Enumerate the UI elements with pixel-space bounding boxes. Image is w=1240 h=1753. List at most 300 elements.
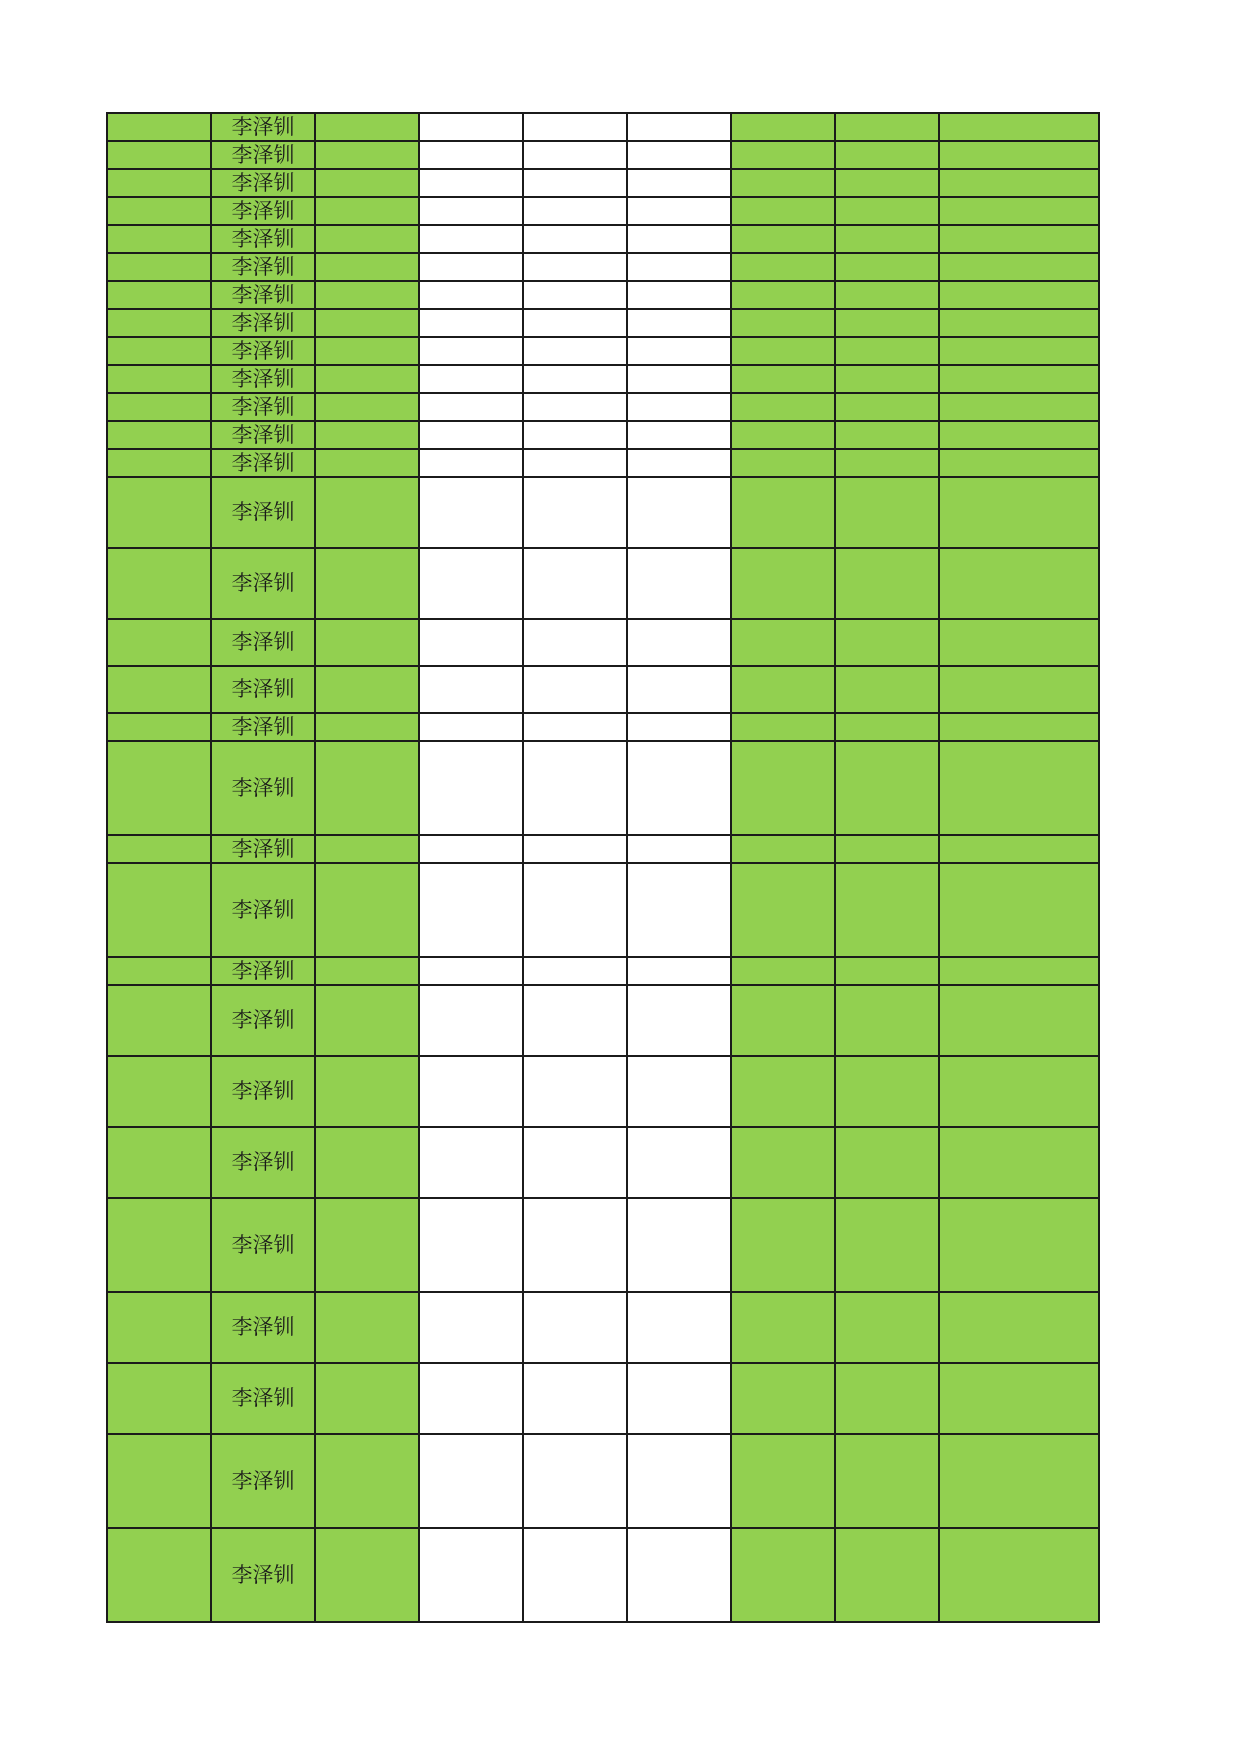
green-cell[interactable] [731, 141, 835, 169]
green-cell[interactable] [315, 113, 419, 141]
green-cell[interactable] [731, 835, 835, 863]
blank-cell[interactable] [523, 225, 627, 253]
blank-cell[interactable] [627, 365, 731, 393]
green-cell[interactable] [107, 365, 211, 393]
green-cell[interactable] [939, 281, 1099, 309]
green-cell[interactable] [731, 225, 835, 253]
name-cell[interactable]: 李泽钏 [211, 741, 315, 835]
blank-cell[interactable] [627, 619, 731, 666]
green-cell[interactable] [939, 985, 1099, 1056]
table-row [107, 1528, 1099, 1622]
name-cell[interactable]: 李泽钏 [211, 141, 315, 169]
green-cell[interactable] [731, 281, 835, 309]
blank-cell[interactable] [627, 863, 731, 957]
table-row [107, 1198, 1099, 1292]
green-cell[interactable] [315, 141, 419, 169]
green-cell[interactable] [107, 1363, 211, 1434]
blank-cell[interactable] [523, 985, 627, 1056]
name-cell[interactable]: 李泽钏 [211, 1434, 315, 1528]
table-row [107, 835, 1099, 863]
green-cell[interactable] [731, 957, 835, 985]
blank-cell[interactable] [419, 619, 523, 666]
blank-cell[interactable] [523, 141, 627, 169]
green-cell[interactable] [835, 225, 939, 253]
green-cell[interactable] [939, 957, 1099, 985]
blank-cell[interactable] [419, 713, 523, 741]
green-cell[interactable] [835, 141, 939, 169]
table-body [107, 113, 1099, 1622]
blank-cell[interactable] [419, 985, 523, 1056]
blank-cell[interactable] [627, 337, 731, 365]
green-cell[interactable] [731, 169, 835, 197]
green-cell[interactable] [731, 1292, 835, 1363]
green-cell[interactable] [939, 1056, 1099, 1127]
table-row [107, 309, 1099, 337]
blank-cell[interactable] [523, 863, 627, 957]
green-cell[interactable] [315, 863, 419, 957]
blank-cell[interactable] [419, 1363, 523, 1434]
blank-cell[interactable] [627, 225, 731, 253]
blank-cell[interactable] [627, 548, 731, 619]
green-cell[interactable] [939, 713, 1099, 741]
blank-cell[interactable] [627, 1127, 731, 1198]
blank-cell[interactable] [419, 421, 523, 449]
blank-cell[interactable] [523, 253, 627, 281]
spreadsheet-page [106, 112, 1100, 1623]
green-cell[interactable] [315, 548, 419, 619]
green-cell[interactable] [939, 1127, 1099, 1198]
blank-cell[interactable] [419, 1528, 523, 1622]
blank-cell[interactable] [523, 741, 627, 835]
blank-cell[interactable] [523, 1198, 627, 1292]
blank-cell[interactable] [523, 1292, 627, 1363]
green-cell[interactable] [107, 1434, 211, 1528]
green-cell[interactable] [939, 169, 1099, 197]
blank-cell[interactable] [627, 1363, 731, 1434]
table-row [107, 393, 1099, 421]
blank-cell[interactable] [627, 113, 731, 141]
table-row [107, 1434, 1099, 1528]
name-cell[interactable]: 李泽钏 [211, 225, 315, 253]
green-cell[interactable] [731, 1363, 835, 1434]
table-row [107, 421, 1099, 449]
green-cell[interactable] [835, 957, 939, 985]
green-cell[interactable] [835, 1434, 939, 1528]
green-cell[interactable] [939, 835, 1099, 863]
blank-cell[interactable] [419, 548, 523, 619]
name-cell[interactable]: 李泽钏 [211, 477, 315, 548]
name-cell[interactable]: 李泽钏 [211, 421, 315, 449]
blank-cell[interactable] [419, 169, 523, 197]
green-cell[interactable] [731, 337, 835, 365]
blank-cell[interactable] [627, 1198, 731, 1292]
name-cell[interactable]: 李泽钏 [211, 1292, 315, 1363]
green-cell[interactable] [835, 113, 939, 141]
green-cell[interactable] [939, 393, 1099, 421]
blank-cell[interactable] [627, 957, 731, 985]
green-cell[interactable] [315, 1528, 419, 1622]
green-cell[interactable] [315, 449, 419, 477]
table-row [107, 666, 1099, 713]
green-cell[interactable] [107, 619, 211, 666]
blank-cell[interactable] [627, 1528, 731, 1622]
green-cell[interactable] [107, 666, 211, 713]
blank-cell[interactable] [419, 1292, 523, 1363]
green-cell[interactable] [835, 666, 939, 713]
blank-cell[interactable] [627, 281, 731, 309]
green-cell[interactable] [315, 1434, 419, 1528]
green-cell[interactable] [731, 619, 835, 666]
name-cell[interactable]: 李泽钏 [211, 393, 315, 421]
green-cell[interactable] [107, 225, 211, 253]
green-cell[interactable] [835, 1528, 939, 1622]
green-cell[interactable] [107, 449, 211, 477]
green-cell[interactable] [107, 169, 211, 197]
green-cell[interactable] [835, 1056, 939, 1127]
green-cell[interactable] [835, 1198, 939, 1292]
blank-cell[interactable] [523, 1434, 627, 1528]
green-cell[interactable] [835, 548, 939, 619]
green-cell[interactable] [835, 1363, 939, 1434]
green-cell[interactable] [315, 666, 419, 713]
green-cell[interactable] [835, 619, 939, 666]
green-cell[interactable] [939, 741, 1099, 835]
name-cell[interactable]: 李泽钏 [211, 1198, 315, 1292]
name-cell[interactable]: 李泽钏 [211, 337, 315, 365]
green-cell[interactable] [107, 309, 211, 337]
table-row [107, 1056, 1099, 1127]
green-cell[interactable] [107, 548, 211, 619]
green-cell[interactable] [939, 548, 1099, 619]
green-cell[interactable] [107, 713, 211, 741]
name-cell[interactable]: 李泽钏 [211, 197, 315, 225]
blank-cell[interactable] [627, 197, 731, 225]
green-cell[interactable] [731, 985, 835, 1056]
green-cell[interactable] [835, 253, 939, 281]
green-cell[interactable] [835, 197, 939, 225]
green-cell[interactable] [939, 421, 1099, 449]
green-cell[interactable] [107, 197, 211, 225]
name-cell[interactable]: 李泽钏 [211, 957, 315, 985]
blank-cell[interactable] [419, 337, 523, 365]
green-cell[interactable] [315, 741, 419, 835]
blank-cell[interactable] [627, 1434, 731, 1528]
table-row [107, 548, 1099, 619]
blank-cell[interactable] [523, 449, 627, 477]
green-cell[interactable] [315, 1363, 419, 1434]
blank-cell[interactable] [419, 1434, 523, 1528]
green-cell[interactable] [939, 225, 1099, 253]
blank-cell[interactable] [627, 309, 731, 337]
blank-cell[interactable] [419, 309, 523, 337]
blank-cell[interactable] [523, 1056, 627, 1127]
green-cell[interactable] [731, 1127, 835, 1198]
blank-cell[interactable] [627, 421, 731, 449]
name-cell[interactable]: 李泽钏 [211, 619, 315, 666]
table-row [107, 985, 1099, 1056]
green-cell[interactable] [315, 421, 419, 449]
green-cell[interactable] [835, 835, 939, 863]
blank-cell[interactable] [627, 449, 731, 477]
name-cell[interactable]: 李泽钏 [211, 309, 315, 337]
green-cell[interactable] [315, 1056, 419, 1127]
green-cell[interactable] [939, 113, 1099, 141]
name-cell[interactable]: 李泽钏 [211, 666, 315, 713]
green-cell[interactable] [939, 1292, 1099, 1363]
table-row [107, 141, 1099, 169]
green-cell[interactable] [315, 365, 419, 393]
green-cell[interactable] [315, 197, 419, 225]
green-cell[interactable] [731, 1528, 835, 1622]
green-cell[interactable] [315, 1127, 419, 1198]
green-cell[interactable] [835, 1292, 939, 1363]
blank-cell[interactable] [523, 957, 627, 985]
green-cell[interactable] [835, 337, 939, 365]
green-cell[interactable] [939, 449, 1099, 477]
table-row [107, 741, 1099, 835]
green-cell[interactable] [315, 1198, 419, 1292]
blank-cell[interactable] [627, 1056, 731, 1127]
blank-cell[interactable] [419, 666, 523, 713]
green-cell[interactable] [315, 281, 419, 309]
blank-cell[interactable] [627, 741, 731, 835]
green-cell[interactable] [731, 197, 835, 225]
blank-cell[interactable] [523, 421, 627, 449]
blank-cell[interactable] [627, 835, 731, 863]
blank-cell[interactable] [627, 169, 731, 197]
green-cell[interactable] [107, 741, 211, 835]
blank-cell[interactable] [419, 365, 523, 393]
blank-cell[interactable] [627, 713, 731, 741]
green-cell[interactable] [315, 835, 419, 863]
name-cell[interactable]: 李泽钏 [211, 365, 315, 393]
blank-cell[interactable] [523, 835, 627, 863]
green-cell[interactable] [731, 1056, 835, 1127]
green-cell[interactable] [835, 863, 939, 957]
blank-cell[interactable] [419, 225, 523, 253]
name-cell[interactable]: 李泽钏 [211, 449, 315, 477]
green-cell[interactable] [107, 835, 211, 863]
green-cell[interactable] [731, 741, 835, 835]
green-cell[interactable] [731, 548, 835, 619]
green-cell[interactable] [835, 449, 939, 477]
blank-cell[interactable] [523, 548, 627, 619]
green-cell[interactable] [315, 957, 419, 985]
blank-cell[interactable] [523, 713, 627, 741]
green-cell[interactable] [835, 365, 939, 393]
green-cell[interactable] [939, 365, 1099, 393]
blank-cell[interactable] [419, 835, 523, 863]
green-cell[interactable] [835, 477, 939, 548]
green-cell[interactable] [835, 985, 939, 1056]
table-row [107, 197, 1099, 225]
table-row [107, 281, 1099, 309]
green-cell[interactable] [315, 309, 419, 337]
table-row [107, 619, 1099, 666]
green-cell[interactable] [835, 741, 939, 835]
green-cell[interactable] [315, 619, 419, 666]
green-cell[interactable] [107, 1528, 211, 1622]
green-cell[interactable] [107, 477, 211, 548]
green-cell[interactable] [107, 113, 211, 141]
green-cell[interactable] [731, 421, 835, 449]
blank-cell[interactable] [627, 666, 731, 713]
green-cell[interactable] [315, 1292, 419, 1363]
green-cell[interactable] [835, 713, 939, 741]
green-cell[interactable] [835, 309, 939, 337]
blank-cell[interactable] [419, 957, 523, 985]
blank-cell[interactable] [419, 1198, 523, 1292]
blank-cell[interactable] [523, 113, 627, 141]
blank-cell[interactable] [419, 393, 523, 421]
blank-cell[interactable] [419, 141, 523, 169]
green-cell[interactable] [107, 1127, 211, 1198]
table-row [107, 1292, 1099, 1363]
blank-cell[interactable] [627, 985, 731, 1056]
blank-cell[interactable] [419, 253, 523, 281]
green-cell[interactable] [731, 863, 835, 957]
green-cell[interactable] [939, 1434, 1099, 1528]
green-cell[interactable] [315, 253, 419, 281]
green-cell[interactable] [315, 477, 419, 548]
table-row [107, 365, 1099, 393]
blank-cell[interactable] [523, 393, 627, 421]
green-cell[interactable] [939, 253, 1099, 281]
name-cell[interactable]: 李泽钏 [211, 863, 315, 957]
blank-cell[interactable] [523, 1127, 627, 1198]
green-cell[interactable] [835, 393, 939, 421]
green-cell[interactable] [939, 863, 1099, 957]
green-cell[interactable] [107, 1292, 211, 1363]
green-cell[interactable] [107, 253, 211, 281]
blank-cell[interactable] [419, 1056, 523, 1127]
green-cell[interactable] [939, 1363, 1099, 1434]
blank-cell[interactable] [523, 1363, 627, 1434]
table-row [107, 1363, 1099, 1434]
name-cell[interactable]: 李泽钏 [211, 1528, 315, 1622]
green-cell[interactable] [315, 225, 419, 253]
green-cell[interactable] [835, 281, 939, 309]
green-cell[interactable] [315, 985, 419, 1056]
green-cell[interactable] [939, 1528, 1099, 1622]
table-row [107, 713, 1099, 741]
green-cell[interactable] [835, 1127, 939, 1198]
green-cell[interactable] [939, 337, 1099, 365]
blank-cell[interactable] [419, 113, 523, 141]
green-cell[interactable] [939, 1198, 1099, 1292]
blank-cell[interactable] [627, 1292, 731, 1363]
blank-cell[interactable] [523, 309, 627, 337]
green-cell[interactable] [835, 421, 939, 449]
green-cell[interactable] [731, 449, 835, 477]
green-cell[interactable] [315, 393, 419, 421]
name-cell[interactable]: 李泽钏 [211, 253, 315, 281]
blank-cell[interactable] [523, 169, 627, 197]
blank-cell[interactable] [419, 1127, 523, 1198]
blank-cell[interactable] [627, 141, 731, 169]
blank-cell[interactable] [523, 337, 627, 365]
blank-cell[interactable] [419, 197, 523, 225]
green-cell[interactable] [939, 477, 1099, 548]
name-cell[interactable]: 李泽钏 [211, 985, 315, 1056]
blank-cell[interactable] [523, 365, 627, 393]
table-row [107, 477, 1099, 548]
blank-cell[interactable] [523, 1528, 627, 1622]
name-cell[interactable]: 李泽钏 [211, 281, 315, 309]
table-row [107, 449, 1099, 477]
table-row [107, 169, 1099, 197]
name-cell[interactable]: 李泽钏 [211, 548, 315, 619]
green-cell[interactable] [939, 666, 1099, 713]
blank-cell[interactable] [627, 477, 731, 548]
blank-cell[interactable] [523, 666, 627, 713]
green-cell[interactable] [315, 337, 419, 365]
green-cell[interactable] [731, 666, 835, 713]
green-cell[interactable] [107, 957, 211, 985]
green-cell[interactable] [315, 713, 419, 741]
green-cell[interactable] [731, 1434, 835, 1528]
blank-cell[interactable] [419, 741, 523, 835]
green-cell[interactable] [731, 113, 835, 141]
blank-cell[interactable] [523, 477, 627, 548]
name-cell[interactable]: 李泽钏 [211, 1127, 315, 1198]
green-cell[interactable] [107, 421, 211, 449]
blank-cell[interactable] [627, 393, 731, 421]
green-cell[interactable] [731, 253, 835, 281]
green-cell[interactable] [731, 713, 835, 741]
blank-cell[interactable] [419, 863, 523, 957]
name-cell[interactable]: 李泽钏 [211, 835, 315, 863]
table-row [107, 863, 1099, 957]
blank-cell[interactable] [523, 197, 627, 225]
name-cell[interactable]: 李泽钏 [211, 169, 315, 197]
blank-cell[interactable] [523, 281, 627, 309]
blank-cell[interactable] [419, 477, 523, 548]
green-cell[interactable] [731, 1198, 835, 1292]
blank-cell[interactable] [419, 449, 523, 477]
name-cell[interactable]: 李泽钏 [211, 713, 315, 741]
green-cell[interactable] [107, 1198, 211, 1292]
green-cell[interactable] [107, 281, 211, 309]
green-cell[interactable] [731, 393, 835, 421]
green-cell[interactable] [731, 477, 835, 548]
green-cell[interactable] [939, 141, 1099, 169]
green-cell[interactable] [107, 393, 211, 421]
blank-cell[interactable] [627, 253, 731, 281]
name-cell[interactable]: 李泽钏 [211, 1363, 315, 1434]
green-cell[interactable] [731, 365, 835, 393]
table-row [107, 225, 1099, 253]
green-cell[interactable] [107, 337, 211, 365]
green-cell[interactable] [107, 985, 211, 1056]
green-cell[interactable] [107, 1056, 211, 1127]
name-cell[interactable]: 李泽钏 [211, 1056, 315, 1127]
green-cell[interactable] [939, 197, 1099, 225]
table-row [107, 957, 1099, 985]
green-cell[interactable] [939, 309, 1099, 337]
green-cell[interactable] [107, 141, 211, 169]
blank-cell[interactable] [419, 281, 523, 309]
green-cell[interactable] [107, 863, 211, 957]
table-row [107, 1127, 1099, 1198]
green-cell[interactable] [315, 169, 419, 197]
green-cell[interactable] [835, 169, 939, 197]
blank-cell[interactable] [523, 619, 627, 666]
green-cell[interactable] [731, 309, 835, 337]
green-cell[interactable] [939, 619, 1099, 666]
data-table [106, 112, 1100, 1623]
name-cell[interactable]: 李泽钏 [211, 113, 315, 141]
